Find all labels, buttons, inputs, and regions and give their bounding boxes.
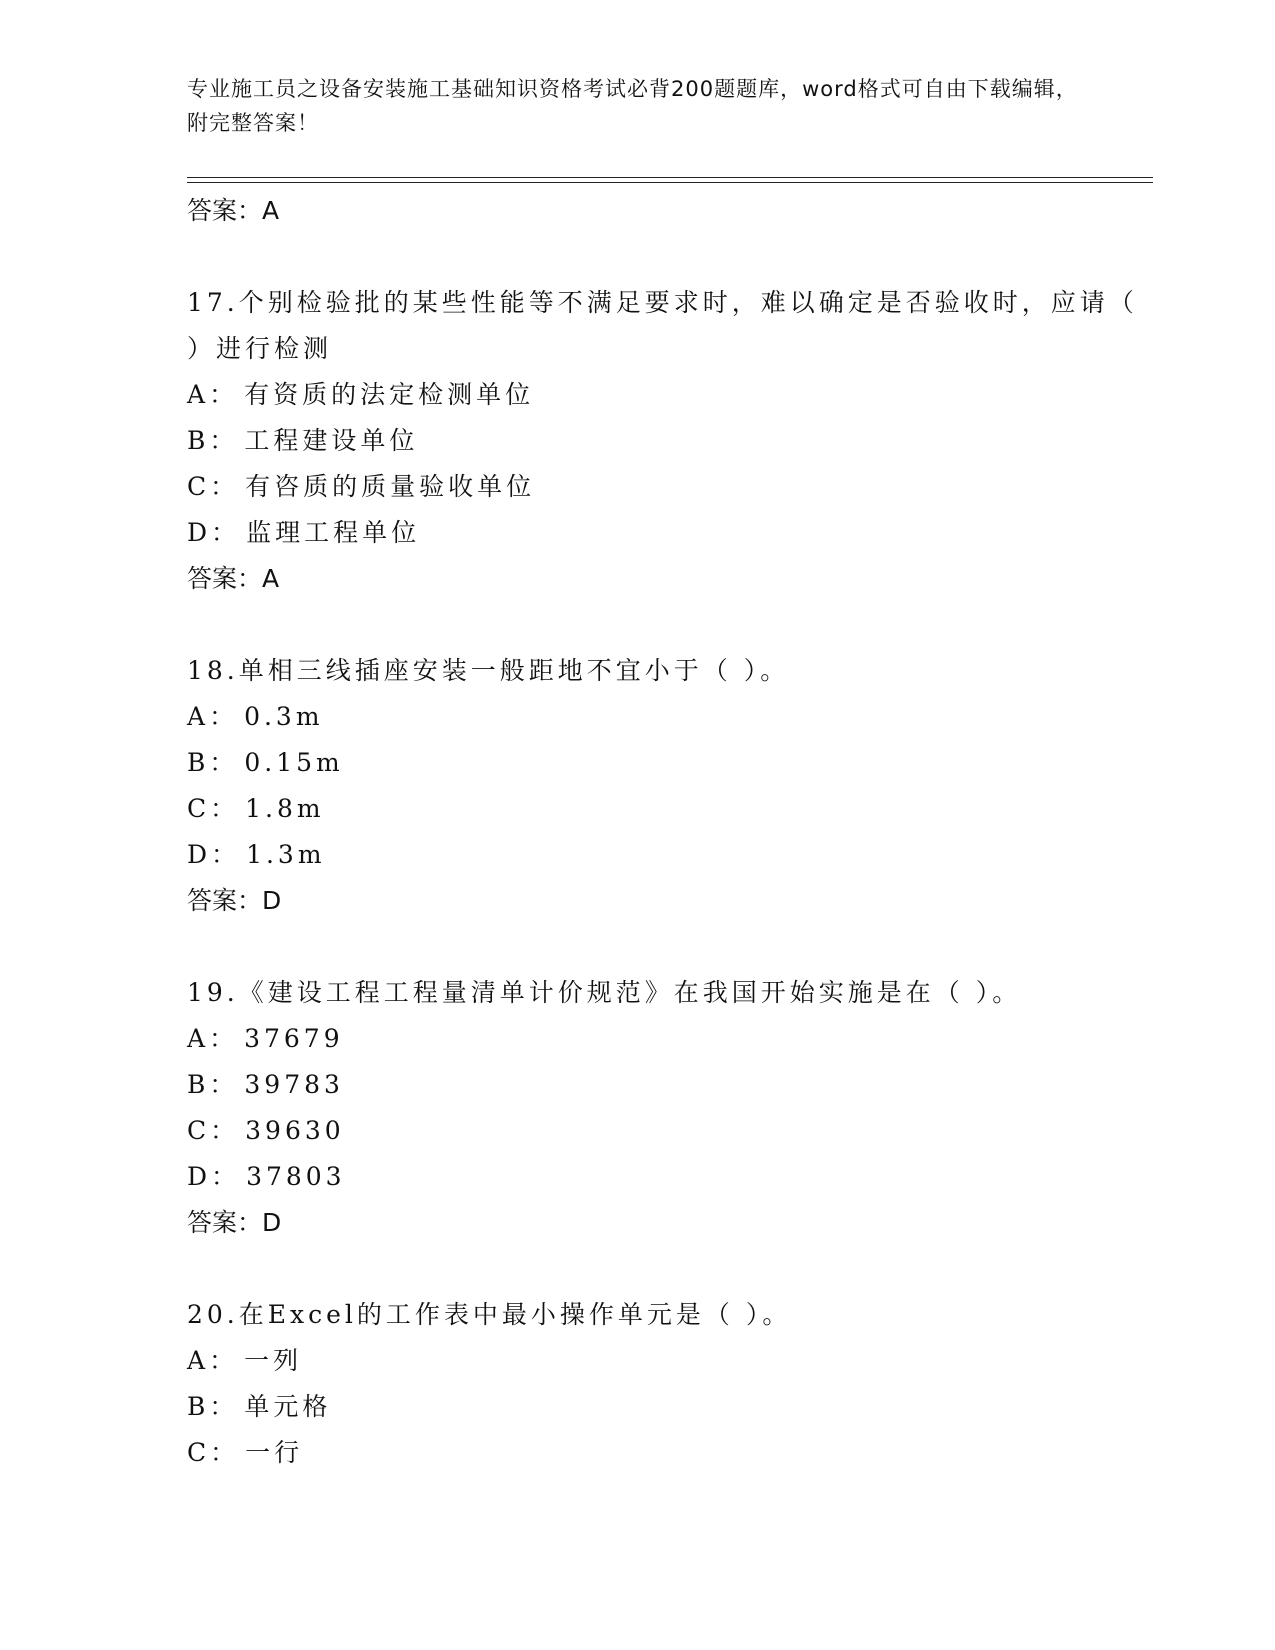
option-value: 1.8m [245, 794, 325, 823]
option-key: C [187, 794, 211, 823]
option-key: D [187, 518, 212, 547]
option-value: 39630 [245, 1116, 345, 1145]
option-sep: ： [209, 426, 239, 455]
option-sep: ： [209, 380, 239, 409]
option-sep: ： [211, 840, 241, 869]
option-a [187, 1016, 1147, 1062]
option-value: 37679 [244, 1024, 344, 1053]
question-body: 在Excel的工作表中最小操作单元是（ ）。 [238, 1300, 792, 1329]
question-text [187, 1292, 1147, 1338]
question-text [187, 648, 1147, 694]
question-number: 20. [187, 1300, 239, 1329]
option-value: 0.15m [244, 748, 344, 777]
option-value: 监理工程单位 [246, 518, 421, 547]
previous-answer [187, 188, 1147, 234]
option-value: 0.3m [244, 702, 324, 731]
option-key: B [187, 748, 210, 777]
option-value: 39783 [244, 1070, 344, 1099]
option-value: 一行 [245, 1438, 304, 1467]
option-sep: ： [209, 702, 239, 731]
option-value: 工程建设单位 [244, 426, 419, 455]
option-sep: ： [211, 1162, 241, 1191]
option-b [187, 740, 1147, 786]
answer-line [187, 1200, 1147, 1246]
question-body: 单相三线插座安装一般距地不宜小于（ ）。 [238, 656, 790, 685]
option-b [187, 1384, 1147, 1430]
option-sep: ： [211, 518, 241, 547]
option-key: B [187, 1392, 210, 1421]
option-c [187, 1108, 1147, 1154]
option-d [187, 832, 1147, 878]
answer-label: 答案： [187, 1208, 263, 1237]
option-a [187, 1338, 1147, 1384]
header-rule-bottom [187, 182, 1153, 183]
option-value: 37803 [246, 1162, 346, 1191]
option-b [187, 1062, 1147, 1108]
question-17 [187, 280, 1147, 602]
option-c [187, 786, 1147, 832]
option-value: 一列 [244, 1346, 303, 1375]
option-key: D [187, 840, 212, 869]
option-key: A [187, 1024, 210, 1053]
question-body: 个别检验批的某些性能等不满足要求时，难以确定是否验收时，应请（ ）进行检测 [187, 288, 1138, 363]
document-header: 专业施工员之设备安装施工基础知识资格考试必背200题题库，word格式可自由下载编辑，附完整答案！ [187, 77, 1078, 135]
option-sep: ： [210, 1116, 240, 1145]
question-number: 19. [187, 978, 239, 1007]
answer-value: A [262, 196, 280, 225]
option-sep: ： [210, 1438, 240, 1467]
option-sep: ： [210, 794, 240, 823]
question-number: 17. [187, 288, 239, 317]
option-sep: ： [209, 1392, 239, 1421]
question-body: 《建设工程工程量清单计价规范》在我国开始实施是在（ ）。 [238, 978, 1022, 1007]
question-18 [187, 648, 1147, 924]
option-b [187, 418, 1147, 464]
answer-line [187, 556, 1147, 602]
option-key: A [187, 702, 210, 731]
question-19 [187, 970, 1147, 1246]
option-key: B [187, 426, 210, 455]
document-content [187, 188, 1147, 1522]
option-key: C [187, 472, 211, 501]
option-c [187, 464, 1147, 510]
answer-line [187, 878, 1147, 924]
option-value: 有咨质的质量验收单位 [245, 472, 536, 501]
option-a [187, 694, 1147, 740]
answer-value: D [262, 886, 282, 915]
option-value: 有资质的法定检测单位 [244, 380, 535, 409]
header-rule-top [187, 177, 1153, 178]
answer-value: A [262, 564, 280, 593]
answer-label: 答案： [187, 564, 263, 593]
option-sep: ： [209, 748, 239, 777]
option-value: 1.3m [246, 840, 326, 869]
option-key: A [187, 380, 210, 409]
option-sep: ： [209, 1024, 239, 1053]
option-key: C [187, 1438, 211, 1467]
option-key: C [187, 1116, 211, 1145]
option-sep: ： [209, 1070, 239, 1099]
option-d [187, 1154, 1147, 1200]
option-d [187, 510, 1147, 556]
option-a [187, 372, 1147, 418]
option-value: 单元格 [244, 1392, 332, 1421]
option-c [187, 1430, 1147, 1476]
question-number: 18. [187, 656, 239, 685]
question-text [187, 970, 1147, 1016]
question-text [187, 280, 1147, 372]
option-key: B [187, 1070, 210, 1099]
answer-label: 答案： [187, 196, 263, 225]
option-sep: ： [210, 472, 240, 501]
option-key: D [187, 1162, 212, 1191]
question-20 [187, 1292, 1147, 1476]
option-sep: ： [209, 1346, 239, 1375]
option-key: A [187, 1346, 210, 1375]
answer-value: D [262, 1208, 282, 1237]
answer-label: 答案： [187, 886, 263, 915]
